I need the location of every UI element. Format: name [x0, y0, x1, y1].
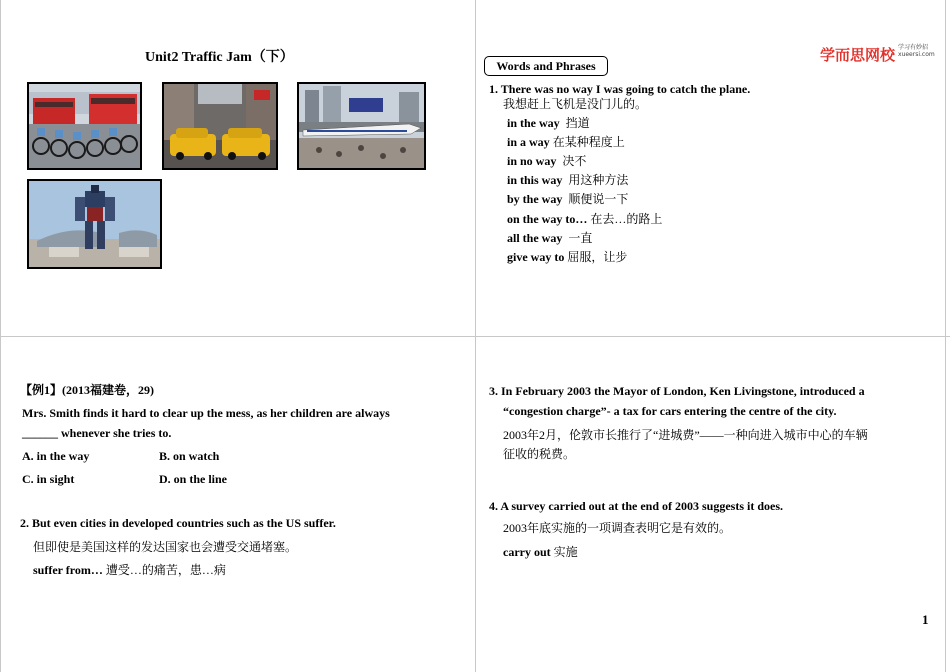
phrase-item: on the way to… 在去…的路上: [507, 212, 663, 226]
photo-robot-statue: [27, 179, 162, 269]
option-a: A. in the way: [22, 449, 90, 463]
item3-chinese-line1: 2003年2月，伦敦市长推行了“进城费”——一种向进入城市中心的车辆: [503, 428, 868, 442]
item4-english: 4. A survey carried out at the end of 2003 suggests it does.: [489, 499, 783, 513]
question-line2: ______ whenever she tries to.: [22, 426, 172, 440]
slide-title: Unit2 Traffic Jam（下）: [145, 50, 294, 65]
item3-english-line2: “congestion charge”- a tax for cars entering the centre of the city.: [503, 404, 837, 418]
carry-out-phrase: carry out 实施: [503, 545, 578, 559]
logo-sub-text: [898, 44, 935, 58]
item3-english-line1: 3. In February 2003 the Mayor of London, Ken Livingstone, introduced a: [489, 384, 865, 398]
page-number: 1: [922, 612, 929, 627]
phrase-item: in the way 挡道: [507, 116, 590, 130]
item2-chinese: 但即使是美国这样的发达国家也会遭受交通堵塞。: [33, 540, 298, 554]
option-b: B. on watch: [159, 449, 220, 463]
logo-main-text: 学而思网校: [820, 46, 896, 64]
option-c: C. in sight: [22, 472, 75, 486]
logo-sub-line2: xueersi.com: [898, 51, 935, 58]
example-heading: 【例1】(2013福建卷，29): [20, 383, 155, 397]
phrase-item: in a way 在某种程度上: [507, 135, 625, 149]
suffer-from-phrase: suffer from… 遭受…的痛苦，患…病: [33, 563, 226, 577]
item1-english: 1. There was no way I was going to catch the plane.: [489, 82, 751, 96]
phrase-item: all the way 一直: [507, 231, 593, 245]
phrase-item: in this way 用这种方法: [507, 173, 629, 187]
photo-taxi-street: [162, 82, 278, 170]
item1-chinese: 我想赶上飞机是没门儿的。: [503, 97, 648, 111]
option-d: D. on the line: [159, 472, 228, 486]
item4-chinese: 2003年底实施的一项调查表明它是有效的。: [503, 521, 732, 535]
phrase-item: give way to 屈服，让步: [507, 250, 628, 264]
outer-border-left: [0, 0, 1, 672]
phrase-item: in no way 决不: [507, 154, 587, 168]
question-line1: Mrs. Smith finds it hard to clear up the mess, as her children are always: [22, 406, 390, 420]
logo-sub-line1: 学习有妙招: [898, 44, 929, 51]
item2-english: 2. But even cities in developed countries such as the US suffer.: [20, 516, 336, 530]
phrase-item: by the way 顺便说一下: [507, 192, 629, 206]
photo-london-bikes: [27, 82, 142, 170]
words-and-phrases-box: Words and Phrases: [484, 56, 608, 76]
outer-border-right: [945, 0, 946, 672]
horizontal-divider: [0, 336, 950, 337]
item3-chinese-line2: 征收的税费。: [503, 447, 576, 461]
xueersi-logo: [820, 44, 935, 65]
photo-train-station: [297, 82, 426, 170]
